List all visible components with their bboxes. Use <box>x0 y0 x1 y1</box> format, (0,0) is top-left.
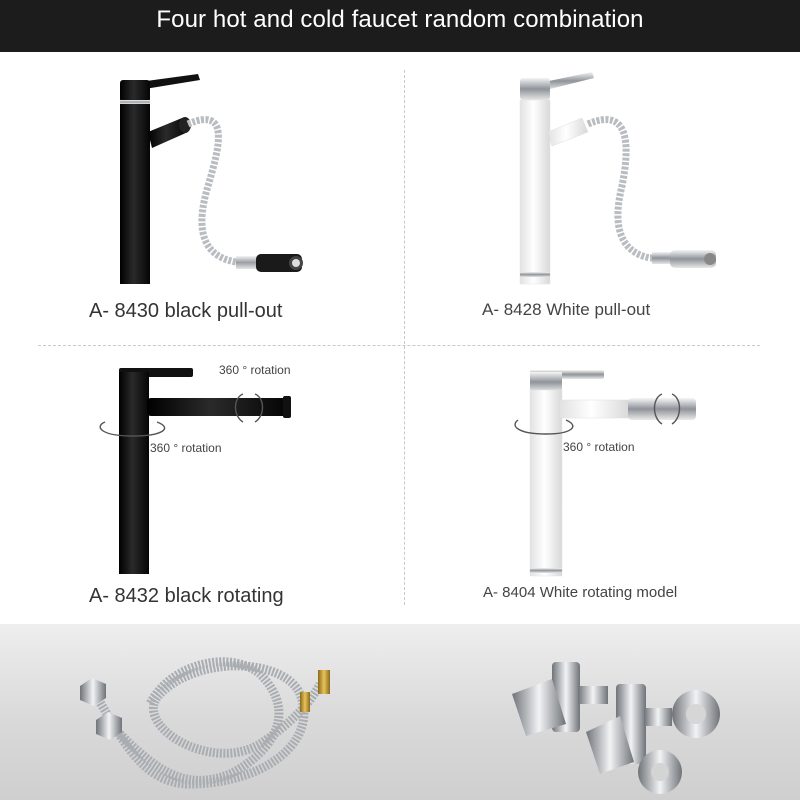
header-banner <box>0 0 800 52</box>
product-black-rotating <box>95 360 305 582</box>
rotation-note-body: 360 ° rotation <box>150 441 222 455</box>
product-white-pull-out <box>480 66 760 286</box>
horizontal-divider <box>38 345 760 346</box>
vertical-divider <box>404 70 405 605</box>
product-label-a-8432: A- 8432 black rotating <box>89 585 284 607</box>
product-label-a-8428: A- 8428 White pull-out <box>482 300 651 319</box>
braided-hoses <box>95 662 320 784</box>
black-pull-out-faucet-image <box>60 66 360 286</box>
page-title: Four hot and cold faucet random combination <box>156 6 644 33</box>
white-pull-out-faucet-image <box>480 66 760 286</box>
black-rotating-faucet-image <box>95 360 305 582</box>
brass-fitting-right-2 <box>300 692 310 712</box>
escutcheon-rings <box>638 690 720 794</box>
rotation-note-white: 360 ° rotation <box>563 440 635 454</box>
brass-fitting-right <box>318 670 330 694</box>
accessories-image <box>0 624 800 800</box>
rotation-note-spout: 360 ° rotation <box>219 363 291 377</box>
hose-nut-left-bottom <box>96 712 122 740</box>
hose-nut-left-top <box>80 678 106 706</box>
product-black-pull-out <box>60 66 360 286</box>
accessories-photo-strip <box>0 624 800 800</box>
product-label-a-8430: A- 8430 black pull-out <box>89 300 283 322</box>
product-label-a-8404: A- 8404 White rotating model <box>483 584 678 601</box>
product-white-rotating <box>510 362 710 582</box>
white-rotating-faucet-image <box>510 362 710 582</box>
